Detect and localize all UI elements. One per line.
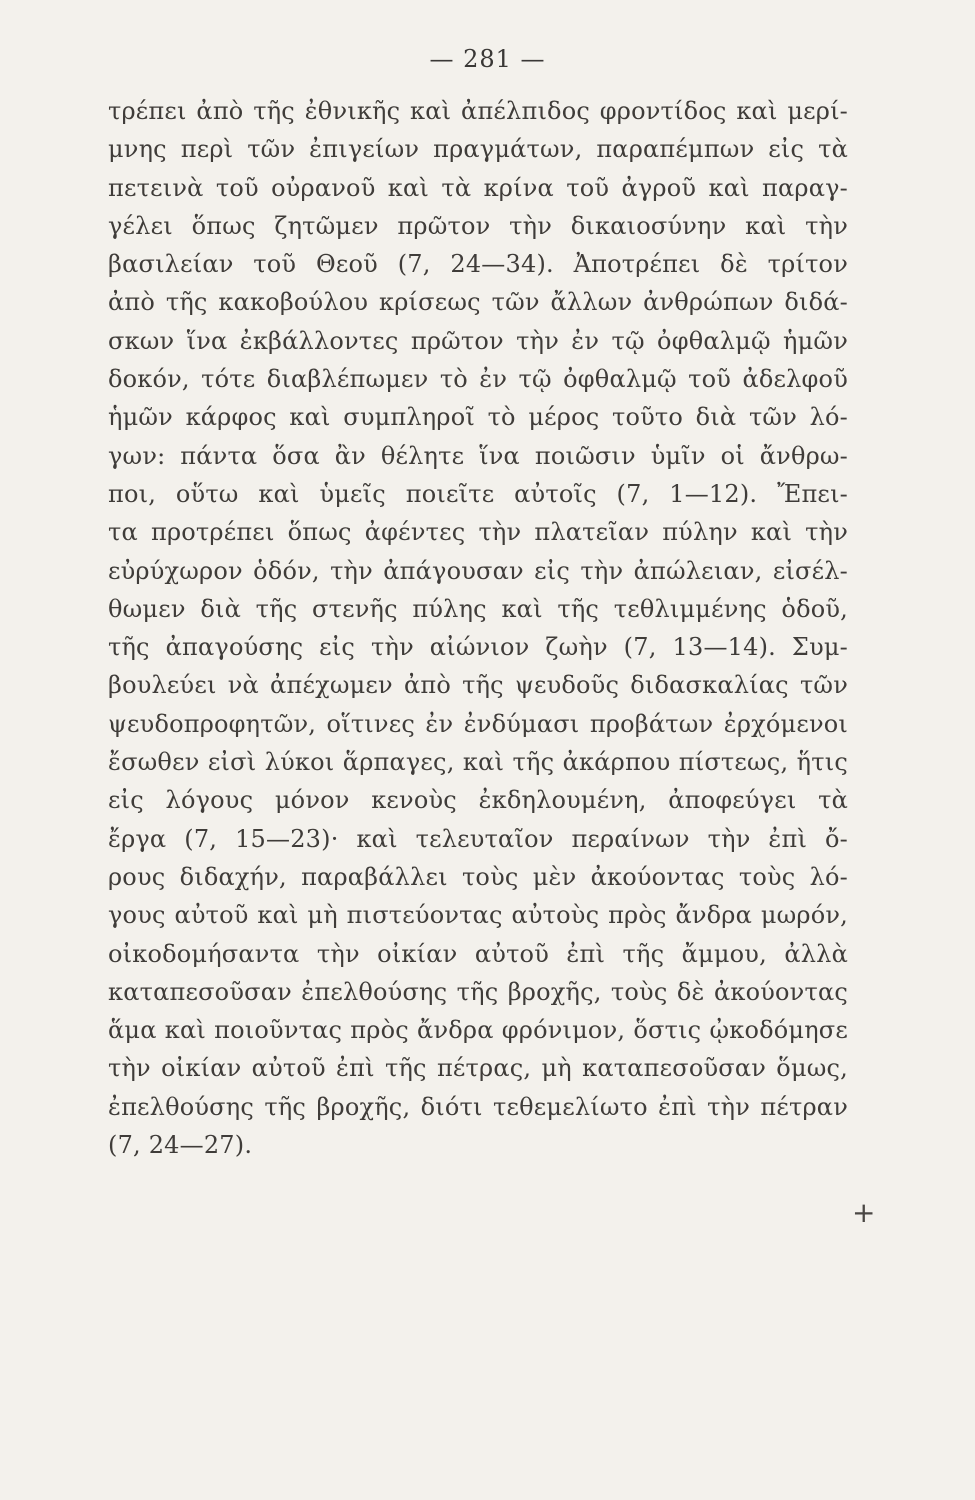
text-line: ποι, οὕτω καὶ ὑμεῖς ποιεῖτε αὐτοῖς (7, 1—12). Ἔπει-: [108, 479, 848, 508]
text-line: θωμεν διὰ τῆς στενῆς πύλης καὶ τῆς τεθλιμμένης ὁδοῦ,: [108, 594, 848, 623]
text-line: καταπεσοῦσαν ἐπελθούσης τῆς βροχῆς, τοὺς δὲ ἀκούοντας: [108, 977, 848, 1006]
text-line: ψευδοπροφητῶν, οἵτινες ἐν ἐνδύμασι προβάτων ἐρχόμενοι: [108, 709, 848, 738]
text-line: εὐρύχωρον ὁδόν, τὴν ἀπάγουσαν εἰς τὴν ἀπώλειαν, εἰσέλ-: [108, 556, 848, 585]
text-line: γέλει ὅπως ζητῶμεν πρῶτον τὴν δικαιοσύνην καὶ τὴν: [108, 211, 848, 240]
text-line: ἔσωθεν εἰσὶ λύκοι ἅρπαγες, καὶ τῆς ἀκάρπου πίστεως, ἥτις: [108, 748, 848, 777]
text-line: γους αὐτοῦ καὶ μὴ πιστεύοντας αὐτοὺς πρὸς ἄνδρα μωρόν,: [108, 901, 848, 930]
text-line: τῆς ἀπαγούσης εἰς τὴν αἰώνιον ζωὴν (7, 13—14). Συμ-: [108, 633, 848, 662]
text-line: σκων ἵνα ἐκβάλλοντες πρῶτον τὴν ἐν τῷ ὀφθαλμῷ ἡμῶν: [108, 326, 848, 355]
text-line: ρους διδαχήν, παραβάλλει τοὺς μὲν ἀκούοντας τοὺς λό-: [108, 862, 848, 891]
text-line: γων: πάντα ὅσα ἂν θέλητε ἵνα ποιῶσιν ὑμῖν οἱ ἄνθρω-: [108, 441, 848, 470]
text-line: τρέπει ἀπὸ τῆς ἐθνικῆς καὶ ἀπέλπιδος φροντίδος καὶ μερί-: [108, 97, 848, 125]
text-line: βουλεύει νὰ ἀπέχωμεν ἀπὸ τῆς ψευδοῦς διδασκαλίας τῶν: [108, 671, 848, 700]
text-line: ἐπελθούσης τῆς βροχῆς, διότι τεθεμελίωτο ἐπὶ τὴν πέτραν: [108, 1092, 848, 1121]
text-line: ἀπὸ τῆς κακοβούλου κρίσεως τῶν ἄλλων ἀνθρώπων διδά-: [108, 288, 848, 317]
text-line: δοκόν, τότε διαβλέπωμεν τὸ ἐν τῷ ὀφθαλμῷ τοῦ ἀδελφοῦ: [108, 365, 848, 394]
text-line: τα προτρέπει ὅπως ἀφέντες τὴν πλατεῖαν πύλην καὶ τὴν: [108, 518, 848, 547]
page-number: — 281 —: [429, 45, 546, 73]
text-line: πετεινὰ τοῦ οὐρανοῦ καὶ τὰ κρίνα τοῦ ἀγροῦ καὶ παραγ-: [108, 173, 848, 202]
text-line: ἅμα καὶ ποιοῦντας πρὸς ἄνδρα φρόνιμον, ὅστις ᾠκοδόμησε: [108, 1016, 848, 1045]
text-line: ἡμῶν κάρφος καὶ συμπληροῖ τὸ μέρος τοῦτο διὰ τῶν λό-: [108, 403, 848, 432]
body-text: [108, 92, 848, 1164]
text-line: εἰς λόγους μόνον κενοὺς ἐκδηλουμένη, ἀποφεύγει τὰ: [108, 786, 848, 815]
text-line-last: (7, 24—27).: [108, 1131, 253, 1160]
text-line: οἰκοδομήσαντα τὴν οἰκίαν αὐτοῦ ἐπὶ τῆς ἄμμου, ἀλλὰ: [108, 939, 848, 968]
text-line: ἔργα (7, 15—23)· καὶ τελευταῖον περαίνων τὴν ἐπὶ ὄ-: [108, 824, 848, 853]
margin-plus-mark: +: [852, 1196, 876, 1229]
text-line: τὴν οἰκίαν αὐτοῦ ἐπὶ τῆς πέτρας, μὴ καταπεσοῦσαν ὅμως,: [108, 1054, 848, 1083]
text-line: μνης περὶ τῶν ἐπιγείων πραγμάτων, παραπέμπων εἰς τὰ: [108, 135, 848, 164]
text-line: βασιλείαν τοῦ Θεοῦ (7, 24—34). Ἀποτρέπει δὲ τρίτον: [108, 250, 848, 279]
